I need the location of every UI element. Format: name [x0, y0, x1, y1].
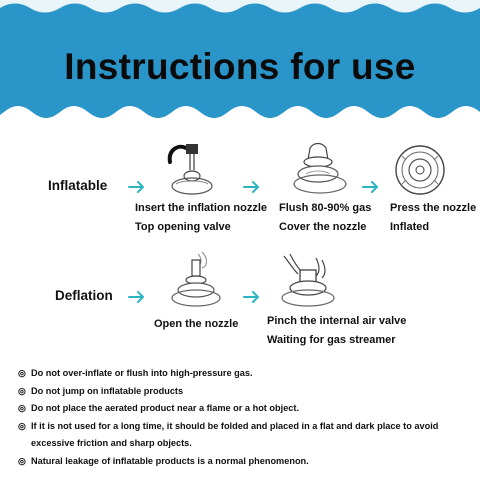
pinch-valve-icon [276, 250, 340, 310]
step-caption: Press the nozzle [390, 202, 477, 214]
arrow-right-icon [128, 290, 146, 304]
step-caption: Flush 80-90% gas [279, 202, 372, 214]
bullet-icon: ◎ [18, 368, 27, 378]
step-caption: Inflated [390, 221, 430, 233]
arrow-right-icon [362, 180, 380, 194]
note-item [18, 453, 468, 471]
bullet-icon: ◎ [18, 455, 27, 466]
usage-notes [18, 365, 468, 471]
step-caption: Waiting for gas streamer [267, 334, 396, 346]
note-item [18, 418, 468, 453]
arrow-right-icon [243, 180, 261, 194]
valve-cap-icon [288, 140, 350, 198]
deflation-label: Deflation [55, 288, 113, 303]
note-text: If it is not used for a long time, it should be folded and placed in a flat and dark place to avoid excessive friction and sharp objects. [31, 420, 439, 449]
bullet-icon: ◎ [18, 403, 27, 414]
note-item [18, 383, 468, 401]
note-text: Do not over-inflate or flush into high-pressure gas. [31, 368, 253, 378]
step-caption: Open the nozzle [154, 318, 239, 330]
step-caption: Top opening valve [135, 221, 231, 233]
note-text: Do not place the aerated product near a flame or a hot object. [31, 403, 300, 414]
note-item [18, 400, 468, 418]
step-caption: Insert the inflation nozzle [135, 202, 268, 214]
open-valve-icon [168, 250, 224, 310]
step-caption: Cover the nozzle [279, 221, 367, 233]
pump-nozzle-icon [162, 140, 220, 198]
arrow-right-icon [243, 290, 261, 304]
arrow-right-icon [128, 180, 146, 194]
note-item [18, 365, 468, 383]
inflatable-label: Inflatable [48, 178, 108, 193]
step-caption: Pinch the internal air valve [267, 315, 407, 327]
valve-top-icon [392, 142, 452, 198]
page-title: Instructions for use [64, 46, 416, 87]
bullet-icon: ◎ [18, 420, 27, 431]
bullet-icon: ◎ [18, 385, 27, 396]
note-text: Do not jump on inflatable products [31, 385, 184, 396]
note-text: Natural leakage of inflatable products is a normal phenomenon. [31, 455, 309, 466]
